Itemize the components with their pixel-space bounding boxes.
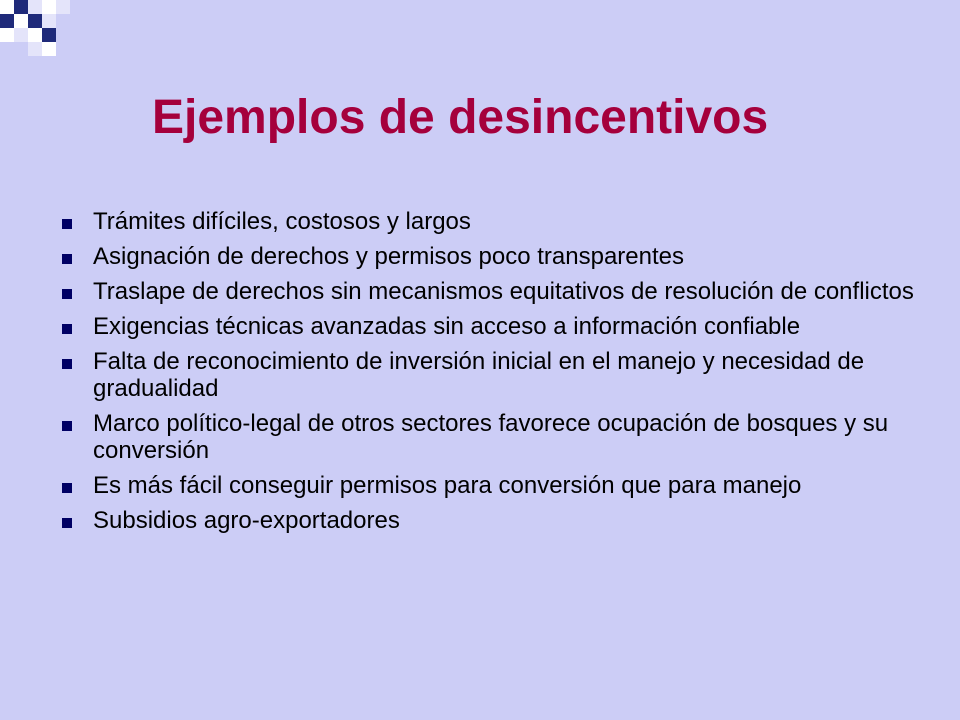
decor-square	[14, 0, 28, 14]
decor-square	[42, 0, 56, 14]
decor-square	[42, 42, 56, 56]
bullet-text: Traslape de derechos sin mecanismos equitativos de resolución de conflictos	[93, 278, 914, 305]
corner-decoration	[0, 0, 960, 60]
bullet-item	[62, 507, 932, 534]
bullet-text: Es más fácil conseguir permisos para conversión que para manejo	[93, 472, 802, 499]
bullet-list	[62, 208, 932, 542]
bullet-item	[62, 410, 932, 464]
decor-square	[14, 14, 28, 28]
decor-square	[0, 0, 14, 14]
square-bullet-icon	[62, 421, 72, 431]
bullet-item	[62, 243, 932, 270]
square-bullet-icon	[62, 483, 72, 493]
decor-square	[42, 28, 56, 42]
square-bullet-icon	[62, 324, 72, 334]
bullet-item	[62, 472, 932, 499]
square-bullet-icon	[62, 289, 72, 299]
square-bullet-icon	[62, 219, 72, 229]
square-bullet-icon	[62, 518, 72, 528]
bullet-item	[62, 348, 932, 402]
bullet-item	[62, 208, 932, 235]
bullet-text: Asignación de derechos y permisos poco transparentes	[93, 243, 684, 270]
decor-square	[42, 14, 56, 28]
bullet-text: Subsidios agro-exportadores	[93, 507, 400, 534]
decor-square	[14, 28, 28, 42]
decor-square	[28, 28, 42, 42]
square-bullet-icon	[62, 254, 72, 264]
slide-title: Ejemplos de desincentivos	[152, 91, 769, 144]
decor-square	[28, 0, 42, 14]
decor-square	[0, 14, 14, 28]
bullet-text: Trámites difíciles, costosos y largos	[93, 208, 471, 235]
decor-square	[28, 14, 42, 28]
bullet-item	[62, 313, 932, 340]
decor-square	[28, 42, 42, 56]
decor-square	[56, 0, 70, 14]
bullet-text: Falta de reconocimiento de inversión inicial en el manejo y necesidad de gradualidad	[93, 348, 865, 402]
bullet-text: Exigencias técnicas avanzadas sin acceso a información confiable	[93, 313, 801, 340]
bullet-text: Marco político-legal de otros sectores favorece ocupación de bosques y su conversión	[93, 410, 889, 464]
bullet-item	[62, 278, 932, 305]
square-bullet-icon	[62, 359, 72, 369]
decor-square	[0, 28, 14, 42]
